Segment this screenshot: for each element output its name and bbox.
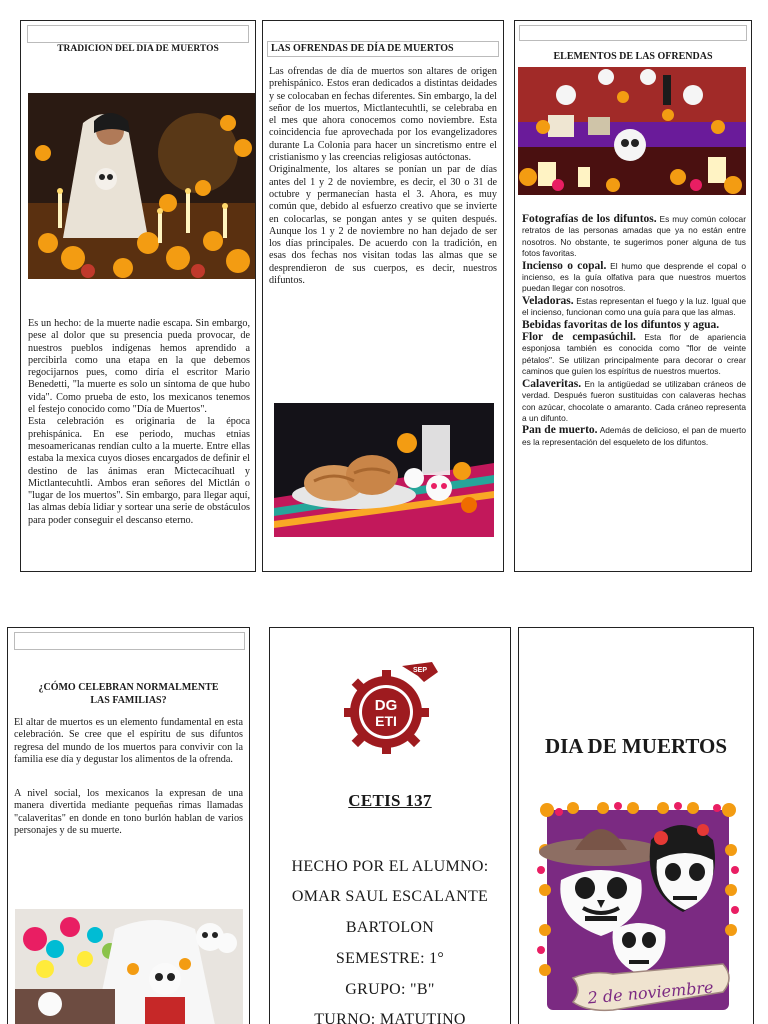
list-item [522,296,746,319]
item-name: Incienso o copal. [522,259,607,272]
paragraph: Originalmente, los altares se ponían un par de días antes del 1 y 2 de noviembre, es decir, el 30 o 31 de octubre y permanecían hasta el 3. Ahora, es muy común que, debido al esfuerzo creativo que se invierte en colocarlas, se pongan antes y se quiten después. Aunque los 1 y 2 de noviembre no han dejado de ser los días principales. De acuerdo con la tradición, en esas dos fechas nos visitan todas las almas que se desprendieron de sus cuerpos, es decir, nuestros difuntos. [269,164,497,287]
panel-title: LAS OFRENDAS DE DÍA DE MUERTOS [271,43,454,54]
catrines-illustration [533,800,743,1024]
list-item [522,425,746,448]
student-name-line1: OMAR SAUL ESCALANTE [291,888,489,905]
paragraph: Es un hecho: de la muerte nadie escapa. Sin embargo, pese al dolor que su presencia pueda provocar, de nuestros pueblos indígenas hemos aprendido a percibirla como una etapa en la que debemos regocijarnos pues, como diría el escritor Mario Benedetti, "la muerte es solo un síntoma de que hubo vida". Como prueba de esto, los mexicanos tenemos el festejo conocido como "Día de Muertos". [28,318,250,416]
date-banner-text: 2 de noviembre [586,977,715,1008]
group: GRUPO: "B" [345,981,435,998]
item-text: Estas representan el fuego y la luz. Igual que el incienso, funcionan como una guía para que las almas. [522,295,747,318]
item-name: Calaveritas. [522,377,582,390]
shift: TURNO: MATUTINO [314,1011,466,1024]
list-item [522,214,746,260]
item-text: En la antigüedad se utilizaban cráneos de verdad. Después fueron sustituidas con calaveras hechas con azúcar, chocolate o amaranto. Cada cráneo representa a un difunto. [522,378,747,423]
list-item [522,332,746,378]
panel4-body [14,717,243,837]
list-item [522,261,746,295]
student-name-line2: BARTOLON [345,919,435,936]
photo-catrinas-parade [15,909,243,1024]
elementos-list [522,214,746,449]
item-name: Bebidas favoritas de los difuntos y agua. [522,318,720,331]
heading-box [27,25,249,43]
panel-tradicion [20,20,256,572]
item-name: Pan de muerto. [522,424,598,437]
panel-como-celebran [7,627,250,1024]
panel-elementos [514,20,752,572]
panel-ofrendas [262,20,504,572]
semester: SEMESTRE: 1° [335,950,445,967]
dgeti-logo [340,656,440,756]
panel1-body [28,318,250,527]
panel-portada [518,627,754,1024]
panel-portada-datos [269,627,511,1024]
panel-title: TRADICION DEL DIA DE MUERTOS [57,44,219,54]
item-name: Flor de cempasúchil. [522,331,636,344]
logo-text-sep: SEP [412,667,428,674]
item-text: El humo que desprende el copal o incienso, es la guía olfativa para que nuestros muertos puedan llegar con nosotros. [522,260,746,294]
item-text: Es muy común colocar retratos de las personas amadas que ya no están entre nosotros. No obstante, te sugerimos poner alguna de tus fotos favoritas. [522,214,746,259]
item-name: Fotografías de los difuntos. [522,213,657,225]
heading-box [14,632,245,650]
panel-title: ¿CÓMO CELEBRAN NORMALMENTE LAS FAMILIAS? [38,682,219,706]
logo-text-eti: ETI [375,713,397,729]
photo-pan-de-muerto [274,403,494,537]
panel-title: ELEMENTOS DE LAS OFRENDAS [553,51,713,62]
made-by-label: HECHO POR EL ALUMNO: [291,858,489,875]
heading-box [519,25,747,41]
panel2-body [269,66,497,287]
list-item [522,320,746,331]
photo-woman-altar [28,93,256,279]
cover-title: DIA DE MUERTOS [544,734,728,758]
item-text: Además de delicioso, el pan de muerto es la representación del esqueleto de los difuntos. [522,425,746,447]
paragraph: El altar de muertos es un elemento fundamental en esta celebración. Se cree que el espíritu de sus difuntos regresa del mundo de los muertos para convivir con la familia ese día y degustar los alimentos de la ofrenda. [14,717,243,765]
paragraph: Esta celebración es originaria de la época prehispánica. En ese periodo, muchas etnias mesoamericanas rendían culto a la muerte. Entre ellas estaba la mexica cuyos dioses encargados de definir el destino de las ánimas eran Mictecacíhuatl y Mictlantecuhtli. Ambos eran señores del Mictlán o "lugar de los muertos". Sin embargo, para llegar aquí, las almas debía lidiar y sortear una serie de obstáculos para poder conseguir el descanso eterno. [28,416,250,526]
paragraph: Las ofrendas de día de muertos son altares de origen prehispánico. Estos eran dedicados a distintas deidades y se colocaban en fechas diferentes. Sin embargo, la del señor de los muertos, Mictlantecuhtli, se celebraba en el mes que ahora conocemos como noviembre. Esta coincidencia fue aprovechada por los evangelizadores durante La Colonia para hacer un sincretismo entre el cristianismo y las creencias religiosas autóctonas. [269,66,497,164]
item-name: Veladoras. [522,294,574,307]
school-name: CETIS 137 [348,791,432,810]
paragraph: A nivel social, los mexicanos la expresan de una manera divertida mediante pequeñas rimas llamadas "calaveritas" en donde en tono burlón hablan de varios personajes y de su muerte. [14,788,243,837]
photo-altar-ofrenda [518,67,746,195]
list-item [522,379,746,425]
item-text: Esta flor de apariencia esponjosa también es conocida como "flor de veinte pétalos". Se utilizan principalmente para decorar o crear caminos que guíen los espíritus de nuestros muertos. [522,332,746,377]
logo-text-dg: DG [374,697,398,714]
